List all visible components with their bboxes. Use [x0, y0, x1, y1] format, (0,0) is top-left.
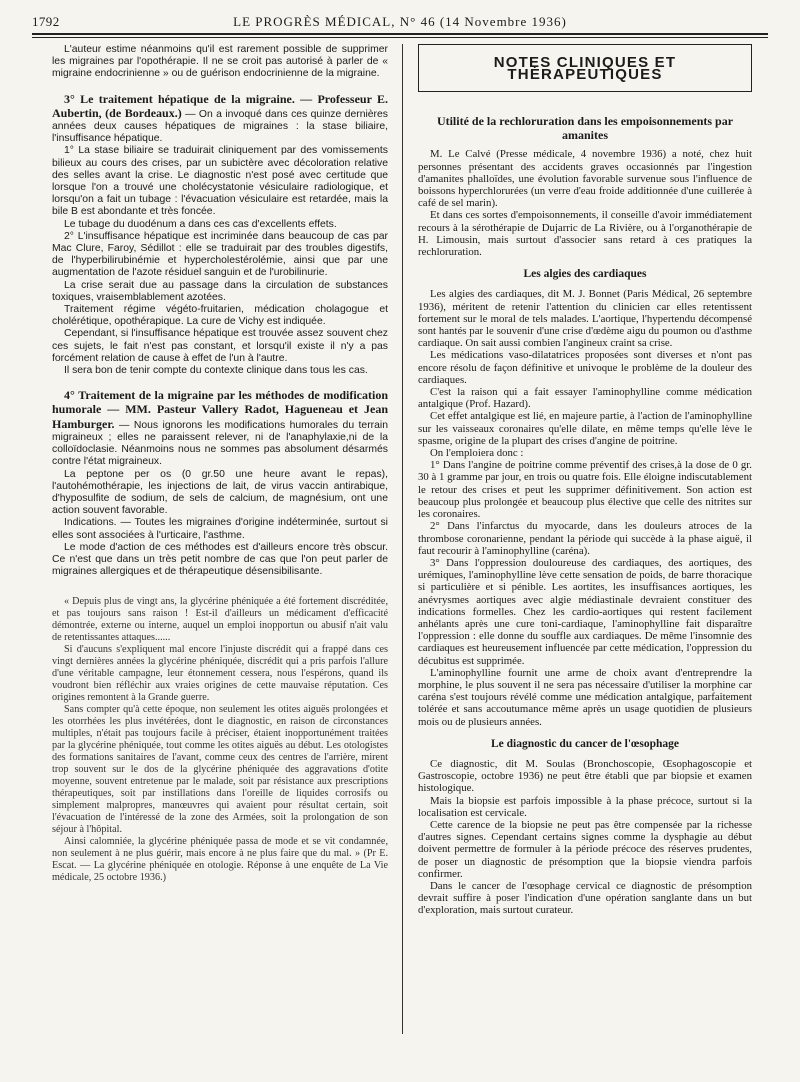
left-column	[52, 44, 388, 884]
paragraph: Les algies des cardiaques, dit M. J. Bonnet (Paris Médical, 26 septembre 1936), méritent de retenir l'attention du clinicien car elles retentissent fortement sur le moral de tels malades. L'aortique, l'hypertendu décompensé sont hantés par le souvenir d'une crise d'œdème aigu du poumon ou d'asthme cardiaque. On sait aussi combien l'angineux craint sa crise.	[418, 288, 752, 350]
paragraph: 1° Dans l'angine de poitrine comme préventif des crises,à la dose de 0 gr. 30 à 1 gramme par jour, en trois ou quatre fois. Elle éloigne indiscutablement le retour des crises et peut les supprimer définitivement. Son action est beaucoup plus prolongée et beaucoup plus élective que celle des nitrites sur les coronaires.	[418, 459, 752, 521]
paragraph: L'aminophylline fournit une arme de choix avant d'entreprendre la morphine, le plus souvent il ne sera pas nécessaire d'utiliser la morphine car caréna s'est toujours révélé comme une médication antalgique, parfaitement tolérée et sans accoutumance même après un usage quotidien de plusieurs mois ou de plusieurs années.	[418, 666, 752, 728]
quote-paragraph: Ainsi calomniée, la glycérine phéniquée passa de mode et se vit condamnée, non seulement à ne plus guérir, mais encore à ne plus faire que du mal. » (Pr E. Escat. — La glycérine phéniquée en otologie. Réponse à une enquête de La Vie médicale, 25 octobre 1936.)	[52, 836, 388, 884]
paragraph: L'auteur estime néanmoins qu'il est rarement possible de supprimer les migraines par l'opothérapie. Il ne se croit pas autorisé à parler de « migraine endocrinienne » ou de guérison endocrinienne de la migraine.	[52, 44, 388, 80]
paragraph: Dans le cancer de l'œsophage cervical ce diagnostic de présomption devrait suffire à poser l'indication d'une opération sanglante dans un but d'exploration, mais surtout curateur.	[418, 879, 752, 917]
paragraph: Et dans ces sortes d'empoisonnements, il conseille d'avoir immédiatement recours à la sérothérapie de Dujarric de La Rivière, ou à l'organothérapie de H. Limousin, mais surtout d'associer sans retard à ces pratiques la rechloruration.	[418, 209, 752, 259]
page-number: 1792	[32, 14, 60, 29]
section-3	[52, 93, 388, 146]
paragraph: Cet effet antalgique est lié, en majeure partie, à l'action de l'aminophylline sur les vaisseaux coronaires qu'elle dilate, en même temps qu'elle lève le spasme, origine de la plupart des crises d'angine de poitrine.	[418, 410, 752, 447]
paragraph: La peptone per os (0 gr.50 une heure avant le repas), l'autohémothérapie, les injections de lait, de virus vaccin antirabique, d'hyposulfite de sodium, de sels de calcium, de magnésium, ont une action souvent favorable.	[52, 468, 388, 517]
article-title: Le diagnostic du cancer de l'œsophage	[491, 737, 679, 750]
paragraph: C'est la raison qui a fait essayer l'aminophylline comme médication antalgique (Prof. Hazard).	[418, 386, 752, 411]
paragraph: Cette carence de la biopsie ne peut pas être compensée par la richesse d'autres signes. Cependant certains signes comme la dysphagie au début doivent permettre de formuler à la période précoce des réserves prudentes, de poser un diagnostic de présomption que la biopsie viendra parfois confirmer.	[418, 818, 752, 880]
paragraph: Le mode d'action de ces méthodes est d'ailleurs encore très obscur. Ce n'est que dans un très petit nombre de cas que l'on peut parler de migraines allergiques et de thérapeutique désensibilisante.	[52, 541, 388, 578]
quote-paragraph: Si d'aucuns s'expliquent mal encore l'injuste discrédit qui a frappé dans ces vingt dernières années la glycérine phéniquée, discrédit qui a pris parfois l'allure d'une véritable campagne, leur étonnement cessera, nous l'espérons, quand ils voudront bien réfléchir aux vraies origines de cette mauvaise réputation. Ces origines remontent à la Grande guerre.	[52, 644, 388, 704]
column-divider	[402, 44, 403, 1034]
journal-title: LE PROGRÈS MÉDICAL, N° 46 (14 Novembre 1936)	[233, 14, 567, 29]
paragraph: M. Le Calvé (Presse médicale, 4 novembre 1936) a noté, chez huit personnes présentant des accidents graves occasionnés par l'ingestion d'amanites phalloïdes, une évolution favorable survenue sous l'influence de boissons hyperchlorurées (un verre d'eau froide additionnée d'une cuillerée à café de sel marin).	[418, 148, 752, 210]
paragraph: Mais la biopsie est parfois impossible à la phase précoce, surtout si la localisation est cervicale.	[418, 794, 752, 819]
article-title: Utilité de la rechloruration dans les empoisonnements par amanites	[436, 114, 734, 143]
paragraph: Traitement régime végéto-fruitarien, médication cholagogue et cholérétique, opothérapique. La cure de Vichy est indiquée.	[52, 304, 388, 328]
paragraph: Indications. — Toutes les migraines d'origine indéterminée, surtout si elles sont associées à l'urticaire, l'asthme.	[52, 517, 388, 541]
article-title: Les algies des cardiaques	[523, 268, 647, 281]
paragraph: Il sera bon de tenir compte du contexte clinique dans tous les cas.	[64, 365, 368, 377]
paragraph: On l'emploiera donc :	[430, 447, 524, 460]
section-4	[52, 389, 388, 468]
quote-paragraph: Sans compter qu'à cette époque, non seulement les otites aiguës prolongées et les otorrhées les plus invétérées, dont le diagnostic, en raison de circonstances multiples, n'était pas toujours facile à préciser, étaient inopportunément traitées par la glycérine phéniquée, tout comme les otites aiguës au début. Les otologistes des formations sanitaires de l'avant, comme ceux des centres de l'arrière, mirent trop souvent sur le dos de la glycérine phéniquée des aggravations d'otite moyenne, souvent entretenue par le malade, soit par résistance aux prescriptions thérapeutiques, soit par instillations dans l'oreille de liquides corrosifs ou simplement malpropres, manœuvres qui avaient pour résultat certain, soit l'évacuation de l'intéressé de la zone des Armées, soit la prolongation de son séjour à l'hôpital.	[52, 704, 388, 836]
section-title: 4° Traitement de la migraine par les méthodes de modification humorale — MM. Pasteur Vallery Radot, Hagueneau et Jean Hamburger.	[52, 388, 388, 431]
section-lead: — On a invoqué dans ces quinze dernières années deux causes hépatiques de migraines : la stase biliaire, l'insuffisance hépatique.	[52, 108, 388, 145]
paragraph: Les médications vaso-dilatatrices proposées sont diverses et n'ont pas encore résolu de façon définitive et univoque le problème de la douleur des cardiaques.	[418, 349, 752, 386]
section-banner: NOTES CLINIQUES ET THÉRAPEUTIQUES	[418, 44, 752, 92]
section-title: 3° Le traitement hépatique de la migraine. — Professeur E. Aubertin, (de Bordeaux.)	[52, 91, 388, 120]
paragraph: Ce diagnostic, dit M. Soulas (Bronchoscopie, Œsophagoscopie et Gastroscopie, octobre 1936) ne peut être établi que par biopsie et examen histologique.	[418, 757, 752, 795]
paragraph: 1° La stase biliaire se traduirait cliniquement par des vomissements bilieux au cours des crises, par un subictère avec décoloration relative des selles avant la crise. Le diagnostic n'est posé avec certitude que lorsque l'on a trouvé une cholécystatonie vésiculaire radiologique, et lorsqu'on a fait un tubage : l'évacuation vésiculaire est retardée, mais la bile B est abondante et très foncée.	[52, 145, 388, 218]
quotation-block	[52, 596, 388, 884]
header-rule	[32, 33, 768, 38]
paragraph: Cependant, si l'insuffisance hépatique est trouvée assez souvent chez ces sujets, le fait n'est pas constant, et lorsqu'il existe il n'y a pas forcément relation de cause à effet de l'un à l'autre.	[52, 328, 388, 364]
paragraph: 2° L'insuffisance hépatique est incriminée dans beaucoup de cas par Mac Clure, Faroy, Sédillot : elle se traduirait par des troubles digestifs, de l'hyperbilirubinémie et hypercholestérolémie, ainsi que par une augmentation de l'azote résiduel sanguin et de l'urobilinurie.	[52, 230, 388, 279]
paragraph: 3° Dans l'oppression douloureuse des cardiaques, des aortiques, des urémiques, l'aminophylline lève cette sensation de poids, de barre thoracique si particulière et si pénible. Les aortites, les insuffisances aortiques, les anévrysmes aortiques avec algie médiastinale devraient constituer des indications formelles. Chez les cardio-aortiques qui restent facilement anhélants après une cure toni-cardiaque, l'aminophylline fait disparaître l'oppression : elle donne du souffle aux cardiaques. De même l'insomnie des cardiaques est heureusement influencée par cette médication, l'oppression du décubitus est supprimée.	[418, 556, 752, 667]
paragraph: 2° Dans l'infarctus du myocarde, dans les douleurs atroces de la thrombose coronarienne, pendant la période qui succède à la phase aiguë, il faut recourir à l'aminophylline (caréna).	[418, 520, 752, 557]
section-lead: — Nous ignorons les modifications humorales du terrain migraineux ; elles ne paraissent relever, ni de l'anaphylaxie,ni de la colloïdoclasie. Néanmoins nous ne sommes pas absolument désarmés contre l'état migraineux.	[52, 419, 388, 468]
paragraph: Le tubage du duodénum a dans ces cas d'excellents effets.	[64, 218, 337, 230]
paragraph: La crise serait due au passage dans la circulation de substances toxiques, vraisemblablement azotées.	[52, 279, 388, 303]
right-column	[418, 44, 752, 917]
quote-paragraph: « Depuis plus de vingt ans, la glycérine phéniquée a été fortement discréditée, et pas toujours sans raison ! Est-il d'ailleurs un médicament d'efficacité démontrée, externe ou interne, auquel un emploi inopportun ou abusif n'ait valu de retentissantes attaques......	[52, 596, 388, 644]
